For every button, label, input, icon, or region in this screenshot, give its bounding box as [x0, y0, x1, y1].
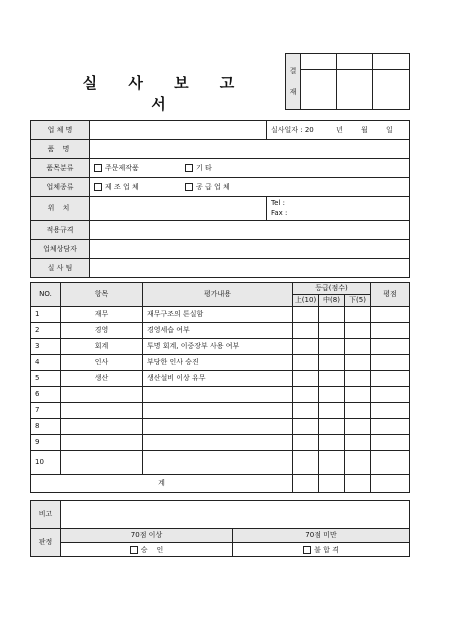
- row-item[interactable]: [61, 387, 143, 403]
- approval-slot-2-header: [337, 54, 373, 70]
- table-row: [31, 387, 410, 403]
- total-low[interactable]: [345, 475, 371, 493]
- remarks-field[interactable]: [61, 501, 410, 529]
- checkbox-icon[interactable]: [185, 164, 193, 172]
- row-grade-low[interactable]: [345, 355, 371, 371]
- approval-slot-1-sign[interactable]: [301, 70, 337, 110]
- standard-field[interactable]: [90, 221, 410, 240]
- row-score[interactable]: [371, 307, 410, 323]
- row-no: 9: [31, 435, 61, 451]
- row-item[interactable]: 인사: [61, 355, 143, 371]
- company-label: 업 체 명: [31, 121, 90, 140]
- row-no: 2: [31, 323, 61, 339]
- row-no: 4: [31, 355, 61, 371]
- row-eval[interactable]: 투명 회계, 이중장부 사용 여부: [143, 339, 293, 355]
- pass-criteria: 70점 이상: [61, 529, 233, 543]
- row-item[interactable]: [61, 451, 143, 475]
- row-grade-low[interactable]: [345, 371, 371, 387]
- row-grade-mid[interactable]: [319, 403, 345, 419]
- approval-slot-1-header: [301, 54, 337, 70]
- table-row: [31, 355, 410, 371]
- row-no: 3: [31, 339, 61, 355]
- row-grade-mid[interactable]: [319, 387, 345, 403]
- row-item[interactable]: 재무: [61, 307, 143, 323]
- tel-label: Tel :: [271, 199, 285, 208]
- row-no: 10: [31, 451, 61, 475]
- checkbox-icon[interactable]: [94, 164, 102, 172]
- evaluation-table: [30, 282, 410, 493]
- table-row: [31, 371, 410, 387]
- row-grade-mid[interactable]: [319, 307, 345, 323]
- total-label: 계: [31, 475, 293, 493]
- header-grade-mid: 中(8): [319, 295, 345, 307]
- row-grade-high[interactable]: [293, 387, 319, 403]
- row-eval[interactable]: 경영세습 여부: [143, 323, 293, 339]
- standard-label: 적용규격: [31, 221, 90, 240]
- table-row: [31, 451, 410, 475]
- remarks-label: 비고: [31, 501, 61, 529]
- row-eval[interactable]: [143, 403, 293, 419]
- row-score[interactable]: [371, 387, 410, 403]
- row-item[interactable]: 생산: [61, 371, 143, 387]
- category-option-custom[interactable]: 주문제작품: [94, 164, 139, 172]
- row-eval[interactable]: 부당한 인사 승진: [143, 355, 293, 371]
- row-grade-high[interactable]: [293, 451, 319, 475]
- row-score[interactable]: [371, 339, 410, 355]
- table-row: [31, 435, 410, 451]
- row-no: 6: [31, 387, 61, 403]
- row-score[interactable]: [371, 435, 410, 451]
- table-row: [31, 403, 410, 419]
- row-grade-mid[interactable]: [319, 371, 345, 387]
- row-eval[interactable]: [143, 435, 293, 451]
- fax-label: Fax :: [271, 208, 288, 217]
- row-no: 1: [31, 307, 61, 323]
- category-label: 품목분류: [31, 159, 90, 178]
- row-grade-high[interactable]: [293, 307, 319, 323]
- row-score[interactable]: [371, 355, 410, 371]
- row-score[interactable]: [371, 323, 410, 339]
- row-grade-low[interactable]: [345, 323, 371, 339]
- table-row: [31, 307, 410, 323]
- row-grade-low[interactable]: [345, 451, 371, 475]
- row-no: 8: [31, 419, 61, 435]
- row-grade-high[interactable]: [293, 371, 319, 387]
- total-high[interactable]: [293, 475, 319, 493]
- contact-numbers[interactable]: [267, 197, 410, 221]
- type-option-manufacturer[interactable]: 제 조 업 체: [94, 183, 139, 191]
- row-eval[interactable]: [143, 451, 293, 475]
- table-row: [31, 339, 410, 355]
- row-score[interactable]: [371, 371, 410, 387]
- row-grade-low[interactable]: [345, 419, 371, 435]
- row-grade-mid[interactable]: [319, 339, 345, 355]
- inspection-date-field[interactable]: 실사일자 : 20 년 월 일: [267, 121, 410, 140]
- row-grade-low[interactable]: [345, 307, 371, 323]
- company-type-options: [90, 178, 410, 197]
- row-grade-low[interactable]: [345, 339, 371, 355]
- table-row: [31, 323, 410, 339]
- type-option-supplier[interactable]: 공 급 업 체: [185, 183, 230, 191]
- row-grade-mid[interactable]: [319, 435, 345, 451]
- inspection-team-field[interactable]: [90, 259, 410, 278]
- item-name-label: 품 명: [31, 140, 90, 159]
- header-grade: 등급(점수): [293, 283, 371, 295]
- location-field[interactable]: [90, 197, 267, 221]
- inspection-team-label: 실 사 팀: [31, 259, 90, 278]
- row-item[interactable]: 경영: [61, 323, 143, 339]
- company-type-label: 업체종류: [31, 178, 90, 197]
- row-eval[interactable]: 재무구조의 튼실함: [143, 307, 293, 323]
- row-grade-low[interactable]: [345, 435, 371, 451]
- checkbox-icon[interactable]: [303, 546, 311, 554]
- judgment-table: [30, 500, 410, 557]
- fail-option[interactable]: 불 합 격: [233, 543, 410, 557]
- evaluation-rows: [31, 307, 410, 475]
- header-eval: 평가내용: [143, 283, 293, 307]
- header-item: 항목: [61, 283, 143, 307]
- header-grade-high: 上(10): [293, 295, 319, 307]
- item-name-field[interactable]: [90, 140, 410, 159]
- company-contact-field[interactable]: [90, 240, 410, 259]
- location-label: 위 치: [31, 197, 90, 221]
- row-eval[interactable]: [143, 419, 293, 435]
- row-eval[interactable]: 생산설비 이상 유무: [143, 371, 293, 387]
- row-grade-low[interactable]: [345, 403, 371, 419]
- fail-criteria: 70점 미만: [233, 529, 410, 543]
- total-mid[interactable]: [319, 475, 345, 493]
- header-score: 평점: [371, 283, 410, 307]
- row-grade-high[interactable]: [293, 323, 319, 339]
- row-score[interactable]: [371, 403, 410, 419]
- total-score[interactable]: [371, 475, 410, 493]
- row-score[interactable]: [371, 451, 410, 475]
- approval-label: 결 재: [286, 54, 301, 110]
- info-table: [30, 120, 410, 278]
- table-row: [31, 419, 410, 435]
- row-item[interactable]: [61, 435, 143, 451]
- row-no: 7: [31, 403, 61, 419]
- row-grade-mid[interactable]: [319, 419, 345, 435]
- row-no: 5: [31, 371, 61, 387]
- judgment-label: 판정: [31, 529, 61, 557]
- company-field[interactable]: [90, 121, 267, 140]
- approval-slot-2-sign[interactable]: [337, 70, 373, 110]
- row-grade-high[interactable]: [293, 339, 319, 355]
- checkbox-icon[interactable]: [130, 546, 138, 554]
- checkbox-icon[interactable]: [94, 183, 102, 191]
- header-grade-low: 下(5): [345, 295, 371, 307]
- approval-slot-3-sign[interactable]: [373, 70, 410, 110]
- row-grade-mid[interactable]: [319, 355, 345, 371]
- row-item[interactable]: [61, 403, 143, 419]
- approval-box: [285, 53, 410, 110]
- row-grade-high[interactable]: [293, 435, 319, 451]
- row-item[interactable]: [61, 419, 143, 435]
- row-grade-mid[interactable]: [319, 451, 345, 475]
- row-grade-high[interactable]: [293, 419, 319, 435]
- row-grade-low[interactable]: [345, 387, 371, 403]
- document-title: 실 사 보 고 서: [82, 74, 248, 113]
- header-no: NO.: [31, 283, 61, 307]
- row-grade-high[interactable]: [293, 403, 319, 419]
- pass-option[interactable]: 승 인: [61, 543, 233, 557]
- row-grade-mid[interactable]: [319, 323, 345, 339]
- company-contact-label: 업체상담자: [31, 240, 90, 259]
- row-item[interactable]: 회계: [61, 339, 143, 355]
- category-option-other[interactable]: 기 타: [185, 164, 212, 172]
- approval-slot-3-header: [373, 54, 410, 70]
- checkbox-icon[interactable]: [185, 183, 193, 191]
- row-grade-high[interactable]: [293, 355, 319, 371]
- row-score[interactable]: [371, 419, 410, 435]
- row-eval[interactable]: [143, 387, 293, 403]
- category-options: [90, 159, 410, 178]
